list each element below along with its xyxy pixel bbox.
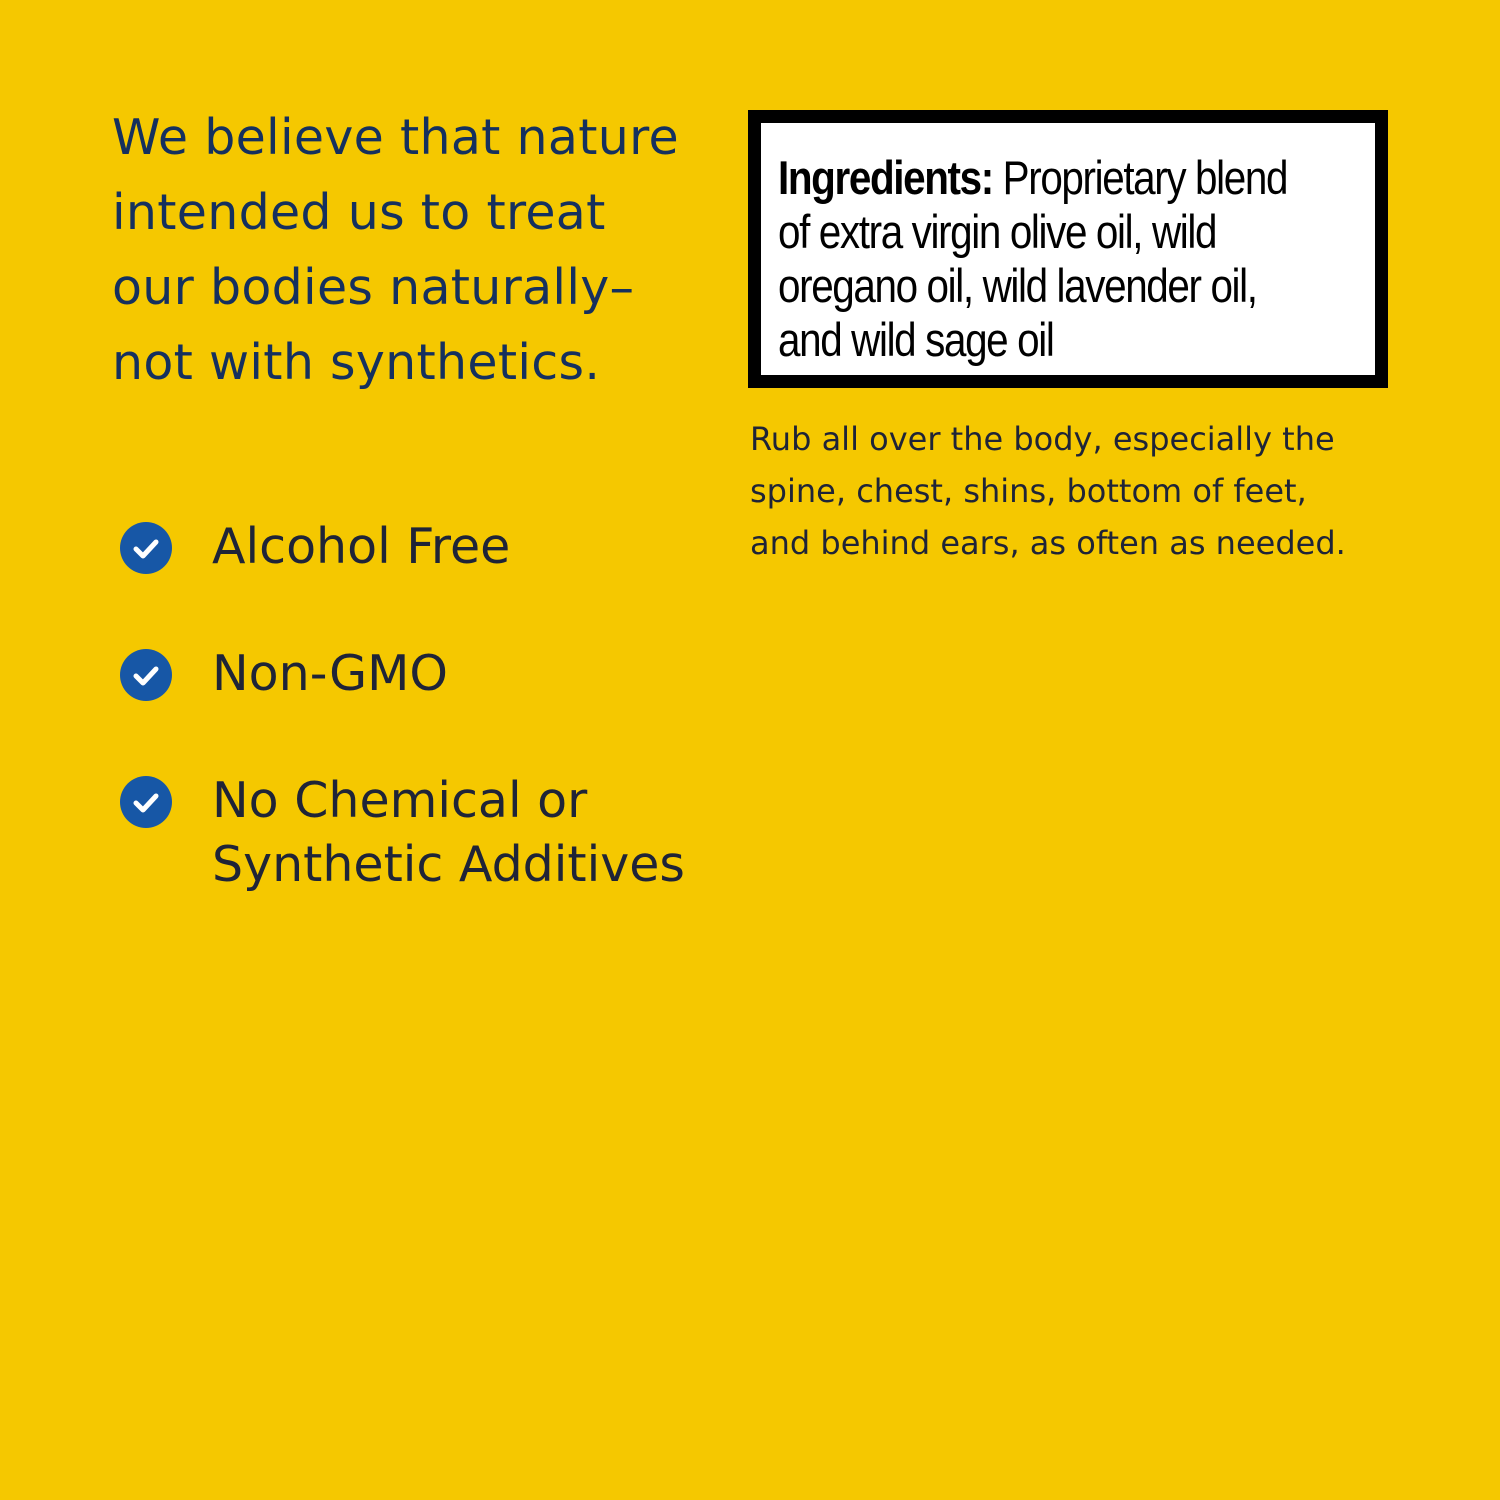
usage-directions xyxy=(750,413,1450,569)
feature-list xyxy=(120,515,685,897)
feature-label: Alcohol Free xyxy=(212,518,511,575)
ingredients-text: Proprietary blend xyxy=(992,151,1288,204)
belief-line: We believe that nature xyxy=(112,109,679,166)
feature-item-non-gmo xyxy=(120,642,685,706)
feature-item-alcohol-free xyxy=(120,515,685,579)
feature-label: Synthetic Additives xyxy=(212,836,685,893)
ingredients-line: oregano oil, wild lavender oil, xyxy=(778,259,1257,312)
check-circle-icon xyxy=(120,649,172,701)
ingredients-first-line xyxy=(778,151,1288,205)
ingredients-label: Ingredients: xyxy=(778,151,993,204)
feature-label: No Chemical or xyxy=(212,772,588,829)
feature-label: Non-GMO xyxy=(212,645,448,702)
directions-line: and behind ears, as often as needed. xyxy=(750,524,1346,562)
belief-line: our bodies naturally– xyxy=(112,259,635,316)
check-circle-icon xyxy=(120,522,172,574)
directions-line: Rub all over the body, especially the xyxy=(750,420,1335,458)
ingredients-box xyxy=(748,110,1388,388)
belief-statement xyxy=(112,100,712,400)
ingredients-line: of extra virgin olive oil, wild xyxy=(778,205,1217,258)
directions-line: spine, chest, shins, bottom of feet, xyxy=(750,472,1307,510)
belief-line: not with synthetics. xyxy=(112,334,601,391)
ingredients-line: and wild sage oil xyxy=(778,313,1054,366)
check-circle-icon xyxy=(120,776,172,828)
belief-line: intended us to treat xyxy=(112,184,606,241)
feature-item-no-additives xyxy=(120,769,685,897)
